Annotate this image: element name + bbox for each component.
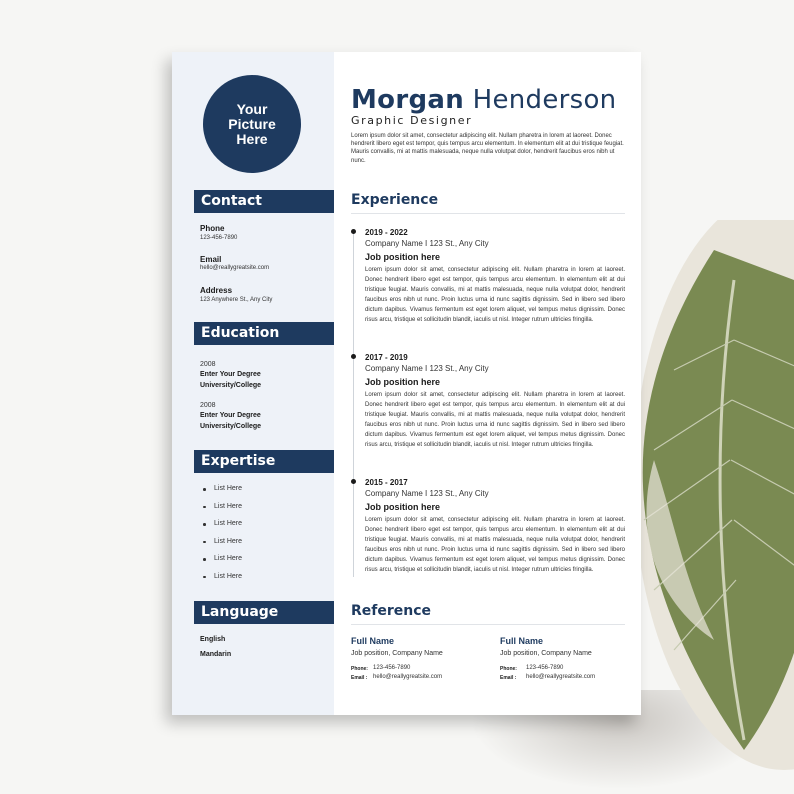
reference-position: Job position, Company Name	[500, 650, 592, 657]
intro-paragraph: Lorem ipsum dolor sit amet, consectetur adipiscing elit. Nullam pharetra in lorem at laoreet. Donec hendrerit libero eget est tempor, quis tempus arcu elementum. In elementum elit at dui tristique feugiat. Mauris convallis, mi at mattis malesuada, neque nulla volutpat dolor, hendrerit faucibus eros nibh ut nunc.	[351, 133, 624, 164]
job-company: Company Name I 123 St., Any City	[365, 364, 489, 373]
reference-position: Job position, Company Name	[351, 650, 443, 657]
timeline-dot	[351, 479, 356, 484]
full-name	[351, 85, 616, 115]
reference-email-label: Email :	[351, 675, 368, 681]
section-divider	[351, 624, 625, 625]
expertise-item: List Here	[210, 520, 242, 538]
experience-heading: Experience	[351, 192, 439, 208]
reference-phone-label: Phone:	[500, 666, 517, 672]
phone-label: Phone	[200, 224, 225, 233]
reference-name: Full Name	[500, 636, 544, 646]
timeline-dot	[351, 229, 356, 234]
job-description: Lorem ipsum dolor sit amet, consectetur adipiscing elit. Nullam pharetra in lorem at laoreet. Donec hendrerit libero eget est tempor, quis tempus arcu elementum. In elementum elit at dui tristique feugiat. Mauris convallis, mi at mattis malesuada, neque nulla volutpat dolor, hendrerit faucibus eros nibh ut nunc. Proin luctus urna id nunc sagittis dignissim. Sed in libero sed libero dictum dapibus. Vivamus fermentum est eget lorem aliquet, vel tempus metus dignissim. Donec risus arcu, tristique et sollicitudin blandit, iaculis ut nisl. Integer rutrum ultricies fringilla.	[365, 517, 625, 573]
education-year: 2008	[200, 402, 216, 409]
job-years: 2019 - 2022	[365, 228, 408, 237]
email-value: hello@reallygreatsite.com	[200, 265, 270, 271]
last-name: Henderson	[472, 85, 617, 115]
reference-email: hello@reallygreatsite.com	[526, 674, 596, 680]
resume-page	[172, 52, 641, 715]
expertise-heading: Expertise	[194, 450, 334, 473]
address-value: 123 Anywhere St., Any City	[200, 297, 273, 303]
phone-value: 123-456-7890	[200, 235, 238, 241]
job-description: Lorem ipsum dolor sit amet, consectetur adipiscing elit. Nullam pharetra in lorem at laoreet. Donec hendrerit libero eget est tempor, quis tempus arcu elementum. In elementum elit at dui tristique feugiat. Mauris convallis, mi at mattis malesuada, neque nulla volutpat dolor, hendrerit faucibus eros nibh ut nunc. Proin luctus urna id nunc sagittis dignissim. Sed in libero sed libero dictum dapibus. Vivamus fermentum est eget lorem aliquet, vel tempus metus dignissim. Donec risus arcu, tristique et sollicitudin blandit, iaculis ut nisl. Integer rutrum ultricies fringilla.	[365, 267, 625, 323]
timeline-line	[353, 232, 354, 577]
language-heading: Language	[194, 601, 334, 624]
reference-phone: 123-456-7890	[526, 665, 564, 671]
expertise-item: List Here	[210, 573, 242, 591]
job-company: Company Name I 123 St., Any City	[365, 239, 489, 248]
email-label: Email	[200, 255, 222, 264]
expertise-list	[210, 485, 242, 591]
job-title: Job position here	[365, 377, 441, 387]
education-school: University/College	[200, 382, 262, 389]
reference-email: hello@reallygreatsite.com	[373, 674, 443, 680]
job-years: 2015 - 2017	[365, 478, 408, 487]
education-degree: Enter Your Degree	[200, 412, 261, 419]
expertise-item: List Here	[210, 538, 242, 556]
expertise-item: List Here	[210, 555, 242, 573]
reference-name: Full Name	[351, 636, 395, 646]
reference-phone-label: Phone:	[351, 666, 368, 672]
language-item: Mandarin	[200, 651, 232, 658]
education-heading: Education	[194, 322, 334, 345]
education-school: University/College	[200, 423, 262, 430]
address-label: Address	[200, 286, 233, 295]
job-role: Graphic Designer	[351, 114, 473, 127]
profile-picture-placeholder[interactable]: Your Picture Here	[203, 75, 301, 173]
expertise-item: List Here	[210, 503, 242, 521]
timeline-dot	[351, 354, 356, 359]
section-divider	[351, 213, 625, 214]
reference-phone: 123-456-7890	[373, 665, 411, 671]
job-years: 2017 - 2019	[365, 353, 408, 362]
job-title: Job position here	[365, 252, 441, 262]
expertise-item: List Here	[210, 485, 242, 503]
job-company: Company Name I 123 St., Any City	[365, 489, 489, 498]
reference-email-label: Email :	[500, 675, 517, 681]
education-year: 2008	[200, 361, 216, 368]
job-title: Job position here	[365, 502, 441, 512]
education-degree: Enter Your Degree	[200, 371, 261, 378]
language-item: English	[200, 636, 226, 643]
job-description: Lorem ipsum dolor sit amet, consectetur adipiscing elit. Nullam pharetra in lorem at laoreet. Donec hendrerit libero eget est tempor, quis tempus arcu elementum. In elementum elit at dui tristique feugiat. Mauris convallis, mi at mattis malesuada, neque nulla volutpat dolor, hendrerit faucibus eros nibh ut nunc. Proin luctus urna id nunc sagittis dignissim. Sed in libero sed libero dictum dapibus. Vivamus fermentum est eget lorem aliquet, vel tempus metus dignissim. Donec risus arcu, tristique et sollicitudin blandit, iaculis ut nisl. Integer rutrum ultricies fringilla.	[365, 392, 625, 448]
contact-heading: Contact	[194, 190, 334, 213]
first-name: Morgan	[351, 85, 465, 115]
reference-heading: Reference	[351, 603, 432, 619]
